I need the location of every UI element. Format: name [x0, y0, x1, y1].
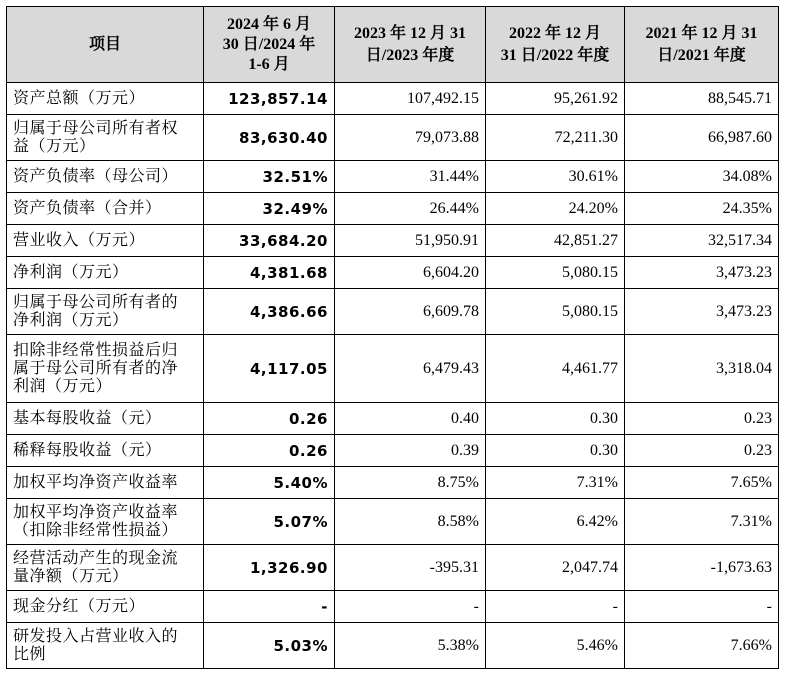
header-col-2022-line2: 31 日/2022 年度 [500, 46, 610, 64]
row-label-line: 属于母公司所有者的净 [13, 359, 179, 377]
header-col-2024h1-line1: 2024 年 6 月 [226, 15, 311, 33]
cell-2023: 0.40 [335, 403, 486, 435]
row-label [7, 257, 204, 289]
cell-2022: 72,211.30 [486, 115, 625, 161]
cell-2023: 0.39 [335, 435, 486, 467]
cell-2021: 7.66% [625, 623, 779, 669]
header-col-2024h1-line2: 30 日/2024 年 [222, 35, 316, 53]
header-col-2022-line1: 2022 年 12 月 [508, 24, 601, 42]
row-label-line: 研发投入占营业收入的 [13, 627, 179, 645]
cell-2022: - [486, 591, 625, 623]
cell-2022: 5,080.15 [486, 257, 625, 289]
cell-2022: 24.20% [486, 193, 625, 225]
row-label-line: 净利润（万元） [13, 311, 129, 329]
cell-2024h1: 4,117.05 [204, 335, 335, 403]
table-row [7, 623, 779, 669]
cell-2021: -1,673.63 [625, 545, 779, 591]
header-col-2023 [335, 7, 486, 83]
row-label-line: 资产负债率（合并） [13, 199, 162, 217]
row-label-line: 比例 [13, 645, 47, 663]
table-row [7, 193, 779, 225]
cell-2024h1: - [204, 591, 335, 623]
row-label [7, 545, 204, 591]
cell-2024h1: 33,684.20 [204, 225, 335, 257]
row-label-line: 营业收入（万元） [13, 231, 146, 249]
row-label-line: （扣除非经常性损益） [13, 521, 179, 539]
cell-2023: 6,479.43 [335, 335, 486, 403]
cell-2021: 7.31% [625, 499, 779, 545]
row-label-line: 资产负债率（母公司） [13, 167, 179, 185]
cell-2021: 88,545.71 [625, 83, 779, 115]
row-label-line: 扣除非经常性损益后归 [13, 341, 179, 359]
row-label [7, 435, 204, 467]
cell-2022: 30.61% [486, 161, 625, 193]
cell-2022: 42,851.27 [486, 225, 625, 257]
header-col-2024h1-line3: 1-6 月 [248, 55, 290, 73]
cell-2022: 2,047.74 [486, 545, 625, 591]
table-row [7, 225, 779, 257]
cell-2023: 51,950.91 [335, 225, 486, 257]
table-row [7, 499, 779, 545]
cell-2023: 8.58% [335, 499, 486, 545]
cell-2021: 32,517.34 [625, 225, 779, 257]
header-col-2021-line2: 日/2021 年度 [657, 46, 746, 64]
cell-2021: 3,473.23 [625, 289, 779, 335]
cell-2024h1: 5.03% [204, 623, 335, 669]
cell-2022: 5.46% [486, 623, 625, 669]
cell-2024h1: 123,857.14 [204, 83, 335, 115]
header-item: 项目 [7, 7, 204, 83]
cell-2022: 7.31% [486, 467, 625, 499]
cell-2023: 79,073.88 [335, 115, 486, 161]
row-label-line: 加权平均净资产收益率 [13, 503, 179, 521]
cell-2023: 6,604.20 [335, 257, 486, 289]
header-row [7, 7, 779, 83]
table-row [7, 161, 779, 193]
table-row [7, 335, 779, 403]
cell-2023: 31.44% [335, 161, 486, 193]
row-label-line: 归属于母公司所有者权 [13, 119, 179, 137]
cell-2024h1: 5.40% [204, 467, 335, 499]
row-label-line: 资产总额（万元） [13, 89, 146, 107]
cell-2022: 95,261.92 [486, 83, 625, 115]
row-label [7, 193, 204, 225]
table-row [7, 545, 779, 591]
row-label [7, 335, 204, 403]
cell-2024h1: 83,630.40 [204, 115, 335, 161]
row-label [7, 83, 204, 115]
row-label [7, 499, 204, 545]
row-label-line: 利润（万元） [13, 377, 113, 395]
header-col-2023-line1: 2023 年 12 月 31 [353, 24, 466, 42]
cell-2021: - [625, 591, 779, 623]
cell-2024h1: 0.26 [204, 403, 335, 435]
header-col-2021-line1: 2021 年 12 月 31 [645, 24, 758, 42]
row-label [7, 467, 204, 499]
cell-2021: 3,318.04 [625, 335, 779, 403]
table-row [7, 435, 779, 467]
cell-2021: 34.08% [625, 161, 779, 193]
cell-2021: 7.65% [625, 467, 779, 499]
cell-2024h1: 1,326.90 [204, 545, 335, 591]
row-label-line: 加权平均净资产收益率 [13, 473, 179, 491]
cell-2021: 3,473.23 [625, 257, 779, 289]
table-row [7, 403, 779, 435]
row-label-line: 现金分红（万元） [13, 597, 146, 615]
table-row [7, 83, 779, 115]
cell-2022: 0.30 [486, 403, 625, 435]
cell-2024h1: 32.49% [204, 193, 335, 225]
row-label [7, 623, 204, 669]
cell-2023: 8.75% [335, 467, 486, 499]
cell-2022: 4,461.77 [486, 335, 625, 403]
financial-summary-table [6, 6, 779, 669]
cell-2022: 5,080.15 [486, 289, 625, 335]
row-label-line: 基本每股收益（元） [13, 409, 162, 427]
cell-2023: 5.38% [335, 623, 486, 669]
row-label [7, 115, 204, 161]
cell-2021: 0.23 [625, 403, 779, 435]
table-row [7, 591, 779, 623]
table-row [7, 289, 779, 335]
cell-2024h1: 0.26 [204, 435, 335, 467]
cell-2024h1: 32.51% [204, 161, 335, 193]
row-label [7, 289, 204, 335]
cell-2022: 0.30 [486, 435, 625, 467]
row-label [7, 161, 204, 193]
table-row [7, 115, 779, 161]
row-label-line: 益（万元） [13, 137, 96, 155]
header-col-2024h1 [204, 7, 335, 83]
cell-2023: 107,492.15 [335, 83, 486, 115]
row-label-line: 量净额（万元） [13, 567, 129, 585]
cell-2021: 0.23 [625, 435, 779, 467]
cell-2024h1: 5.07% [204, 499, 335, 545]
cell-2021: 24.35% [625, 193, 779, 225]
table-row [7, 467, 779, 499]
row-label-line: 经营活动产生的现金流 [13, 549, 179, 567]
table-row [7, 257, 779, 289]
header-col-2021 [625, 7, 779, 83]
row-label [7, 591, 204, 623]
header-col-2022 [486, 7, 625, 83]
row-label [7, 225, 204, 257]
row-label-line: 归属于母公司所有者的 [13, 293, 179, 311]
cell-2023: -395.31 [335, 545, 486, 591]
header-col-2023-line2: 日/2023 年度 [365, 46, 455, 64]
cell-2023: - [335, 591, 486, 623]
cell-2023: 6,609.78 [335, 289, 486, 335]
cell-2021: 66,987.60 [625, 115, 779, 161]
cell-2022: 6.42% [486, 499, 625, 545]
cell-2023: 26.44% [335, 193, 486, 225]
cell-2024h1: 4,386.66 [204, 289, 335, 335]
row-label [7, 403, 204, 435]
cell-2024h1: 4,381.68 [204, 257, 335, 289]
row-label-line: 稀释每股收益（元） [13, 441, 162, 459]
row-label-line: 净利润（万元） [13, 263, 129, 281]
table-body [7, 83, 779, 669]
